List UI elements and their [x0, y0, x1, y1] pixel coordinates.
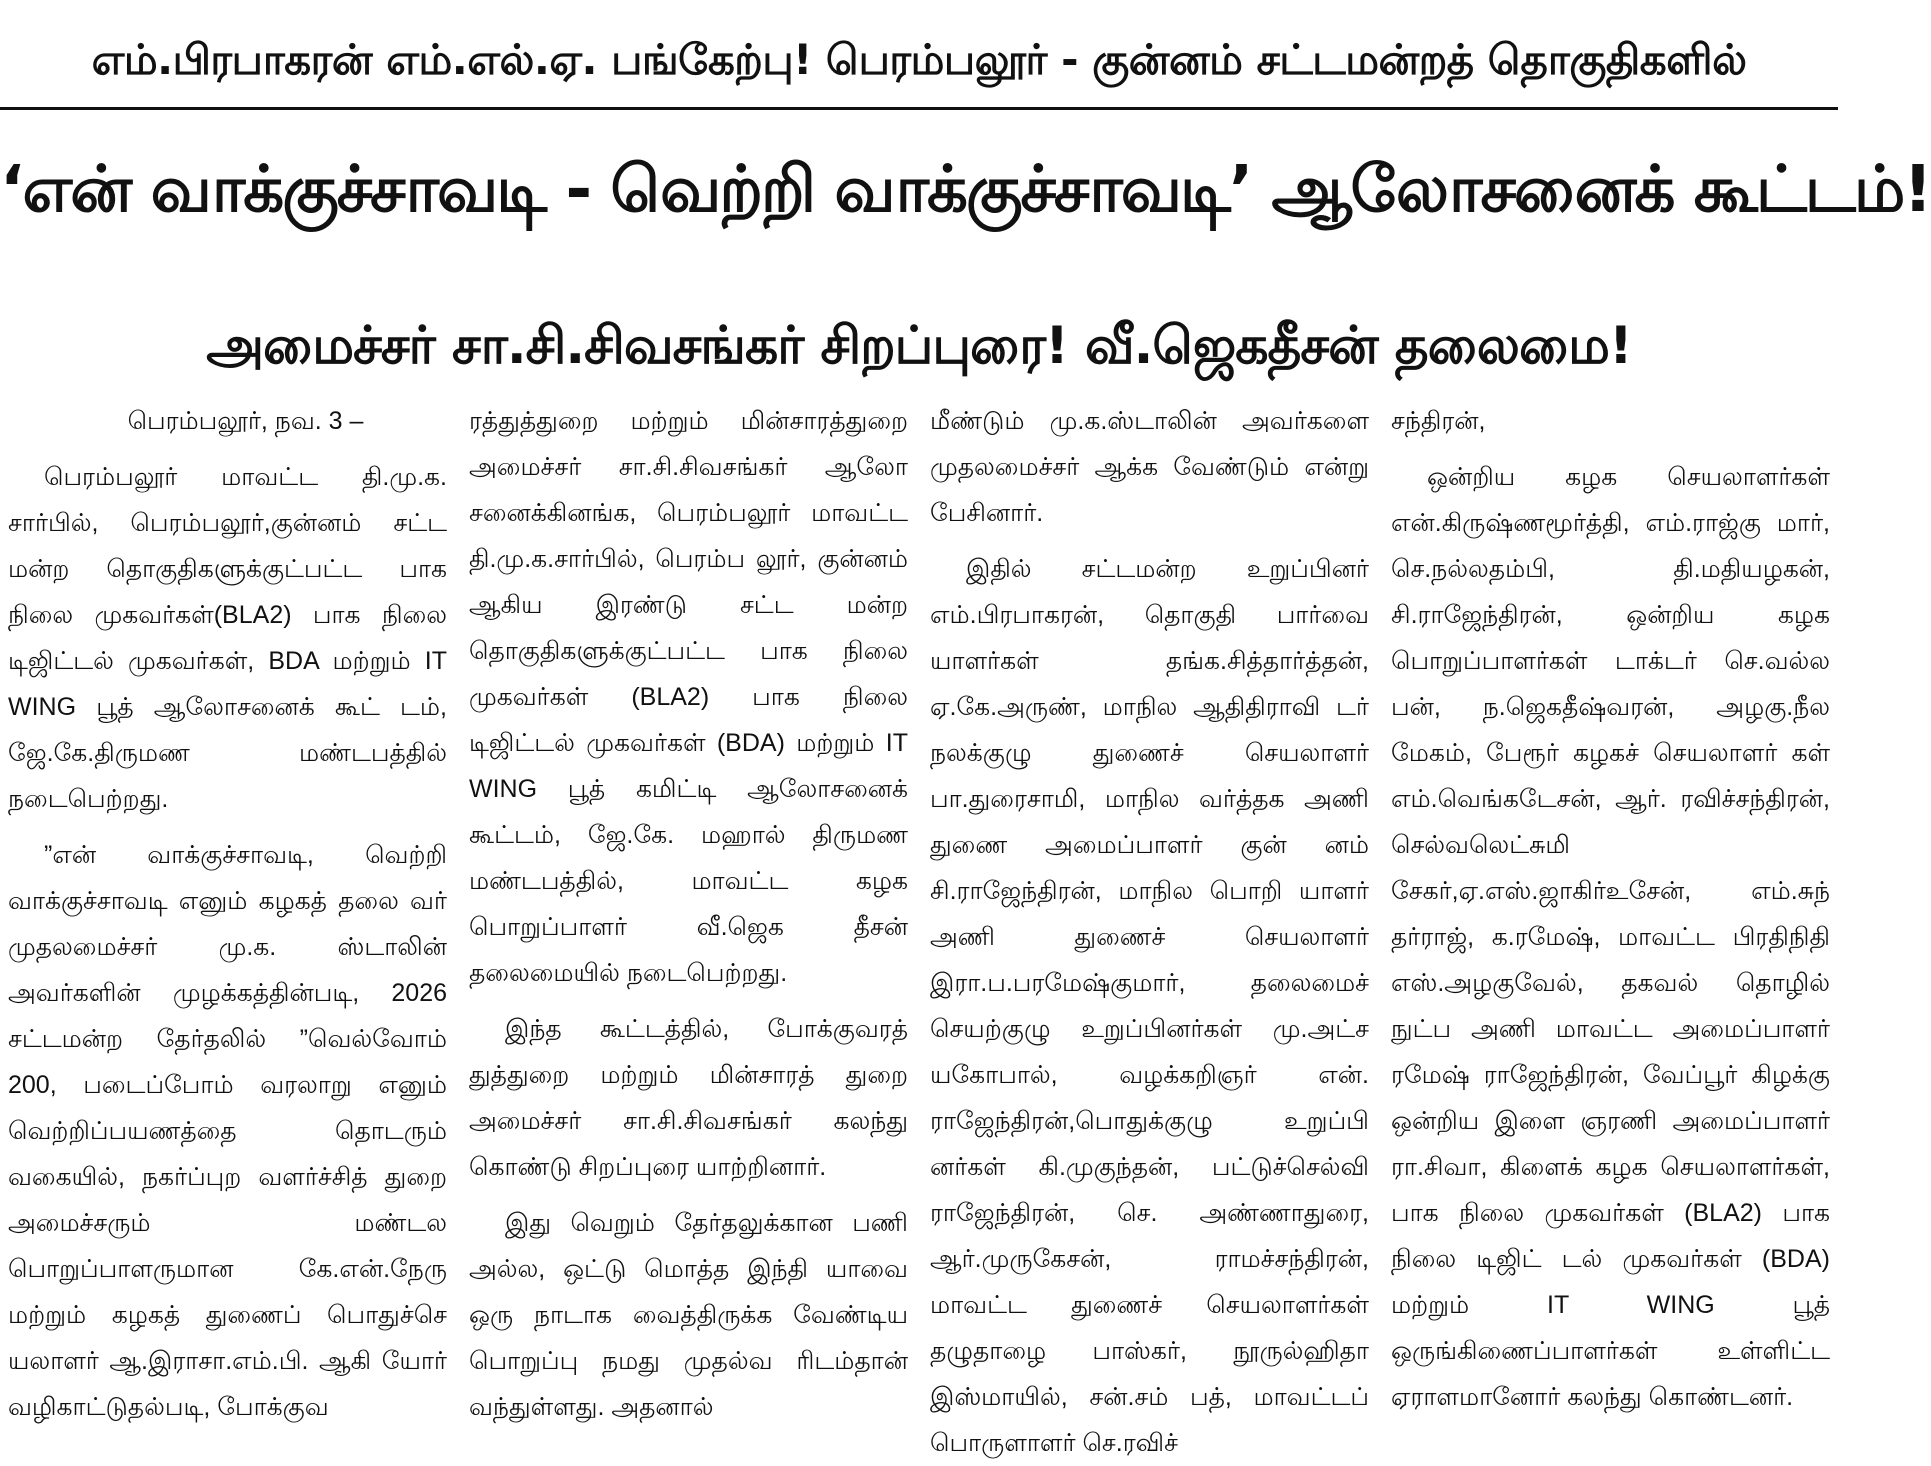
headline: ‘என் வாக்குச்சாவடி - வெற்றி வாக்குச்சாவடி’ ஆலோசனைக் கூட்டம்! [0, 153, 1931, 227]
paragraph: மீண்டும் மு.க.ஸ்டாலின் அவர்களை முதலமைச்சர் ஆக்க வேண்டும் என்று பேசினார். [930, 407, 1369, 527]
paragraph: இந்த கூட்டத்தில், போக்குவரத் துத்துறை மற்றும் மின்சாரத் துறை அமைச்சர் சா.சி.சிவசங்கர் கலந்து கொண்டு சிறப்புரை யாற்றினார். [469, 1015, 908, 1181]
column-4 [1391, 398, 1830, 1411]
column-2 [469, 398, 908, 1421]
paragraph: இது வெறும் தேர்தலுக்கான பணி அல்ல, ஒட்டு மொத்த இந்தி யாவை ஒரு நாடாக வைத்திருக்க வேண்டிய பொறுப்பு நமது முதல்வ ரிடம்தான் வந்துள்ளது. அதனால் [469, 1209, 908, 1421]
header-rule [0, 107, 1838, 110]
paragraph: பெரம்பலூர் மாவட்ட தி.மு.க. சார்பில், பெரம்பலூர்,குன்னம் சட்ட மன்ற தொகுதிகளுக்குட்பட்ட பாக நிலை முகவர்கள்(BLA2) பாக நிலை டிஜிட்டல் முகவர்கள், BDA மற்றும் IT WING பூத் ஆலோசனைக் கூட் டம், ஜே.கே.திருமண மண்டபத்தில் நடைபெற்றது. [8, 463, 447, 813]
paragraph: ஒன்றிய கழக செயலாளர்கள் என்.கிருஷ்ணமூர்த்தி, எம்.ராஜ்கு மார், செ.நல்லதம்பி, தி.மதியழகன், சி.ராஜேந்திரன், ஒன்றிய கழக பொறுப்பாளர்கள் டாக்டர் செ.வல்ல பன், ந.ஜெகதீஷ்வரன், அழகு.நீல மேகம், பேரூர் கழகச் செயலாளர் கள் எம்.வெங்கடேசன், ஆர். ரவிச்சந்திரன், செல்வலெட்சுமி சேகர்,ஏ.எஸ்.ஜாகிர்உசேன், எம்.சுந் தர்ராஜ், க.ரமேஷ், மாவட்ட பிரதிநிதி எஸ்.அழகுவேல், தகவல் தொழில் நுட்ப அணி மாவட்ட அமைப்பாளர் ரமேஷ் ராஜேந்திரன், வேப்பூர் கிழக்கு ஒன்றிய இளை ஞரணி அமைப்பாளர் ரா.சிவா, கிளைக் கழக செயலாளர்கள், பாக நிலை முகவர்கள் (BLA2) பாக நிலை டிஜிட் டல் முகவர்கள் (BDA) மற்றும் IT WING பூத் ஒருங்கிணைப்பாளர்கள் உள்ளிட்ட ஏராளமானோர் கலந்து கொண்டனர். [1391, 463, 1830, 1411]
column-1 [8, 398, 447, 1421]
paragraph: சந்திரன், [1391, 407, 1486, 435]
article-body [8, 398, 1830, 1457]
paragraph: இதில் சட்டமன்ற உறுப்பினர் எம்.பிரபாகரன், தொகுதி பார்வை யாளர்கள் தங்க.சித்தார்த்தன், ஏ.கே.அருண், மாநில ஆதிதிராவி டர் நலக்குழு துணைச் செயலாளர் பா.துரைசாமி, மாநில வர்த்தக அணி துணை அமைப்பாளர் குன் னம் சி.ராஜேந்திரன், மாநில பொறி யாளர் அணி துணைச் செயலாளர் இரா.ப.பரமேஷ்குமார், தலைமைச் செயற்குழு உறுப்பினர்கள் மு.அட்ச யகோபால், வழக்கறிஞர் என். ராஜேந்திரன்,பொதுக்குழு உறுப்பி னர்கள் கி.முகுந்தன், பட்டுச்செல்வி ராஜேந்திரன், செ. அண்ணாதுரை, ஆர்.முருகேசன், ராமச்சந்திரன், மாவட்ட துணைச் செயலாளர்கள் தழுதாழை பாஸ்கர், நூருல்ஹிதா இஸ்மாயில், சன்.சம் பத், மாவட்டப் பொருளாளர் செ.ரவிச் [930, 555, 1369, 1457]
column-3 [930, 398, 1369, 1457]
paragraph: ரத்துத்துறை மற்றும் மின்சாரத்துறை அமைச்சர் சா.சி.சிவசங்கர் ஆலோ சனைக்கினங்க, பெரம்பலூர் மாவட்ட தி.மு.க.சார்பில், பெரம்ப லூர், குன்னம் ஆகிய இரண்டு சட்ட மன்ற தொகுதிகளுக்குட்பட்ட பாக நிலை முகவர்கள் (BLA2) பாக நிலை டிஜிட்டல் முகவர்கள் (BDA) மற்றும் IT WING பூத் கமிட்டி ஆலோசனைக் கூட்டம், ஜே.கே. மஹால் திருமண மண்டபத்தில், மாவட்ட கழக பொறுப்பாளர் வீ.ஜெக தீசன் தலைமையில் நடைபெற்றது. [469, 407, 908, 987]
subheadline: அமைச்சர் சா.சி.சிவசங்கர் சிறப்புரை! வீ.ஜெகதீசன் தலைமை! [206, 316, 1632, 376]
kicker-line: எம்.பிரபாகரன் எம்.எல்.ஏ. பங்கேற்பு! பெரம்பலூர் - குன்னம் சட்டமன்றத் தொகுதிகளில் [91, 35, 1747, 84]
dateline: பெரம்பலூர், நவ. 3 – [127, 407, 364, 435]
paragraph: ”என் வாக்குச்சாவடி, வெற்றி வாக்குச்சாவடி எனும் கழகத் தலை வர் முதலமைச்சர் மு.க. ஸ்டாலின் அவர்களின் முழக்கத்தின்படி, 2026 சட்டமன்ற தேர்தலில் ”வெல்வோம் 200, படைப்போம் வரலாறு எனும் வெற்றிப்பயணத்தை தொடரும் வகையில், நகர்ப்புற வளர்ச்சித் துறை அமைச்சரும் மண்டல பொறுப்பாளருமான கே.என்.நேரு மற்றும் கழகத் துணைப் பொதுச்செ யலாளர் ஆ.இராசா.எம்.பி. ஆகி யோர் வழிகாட்டுதல்படி, போக்குவ [8, 841, 447, 1421]
